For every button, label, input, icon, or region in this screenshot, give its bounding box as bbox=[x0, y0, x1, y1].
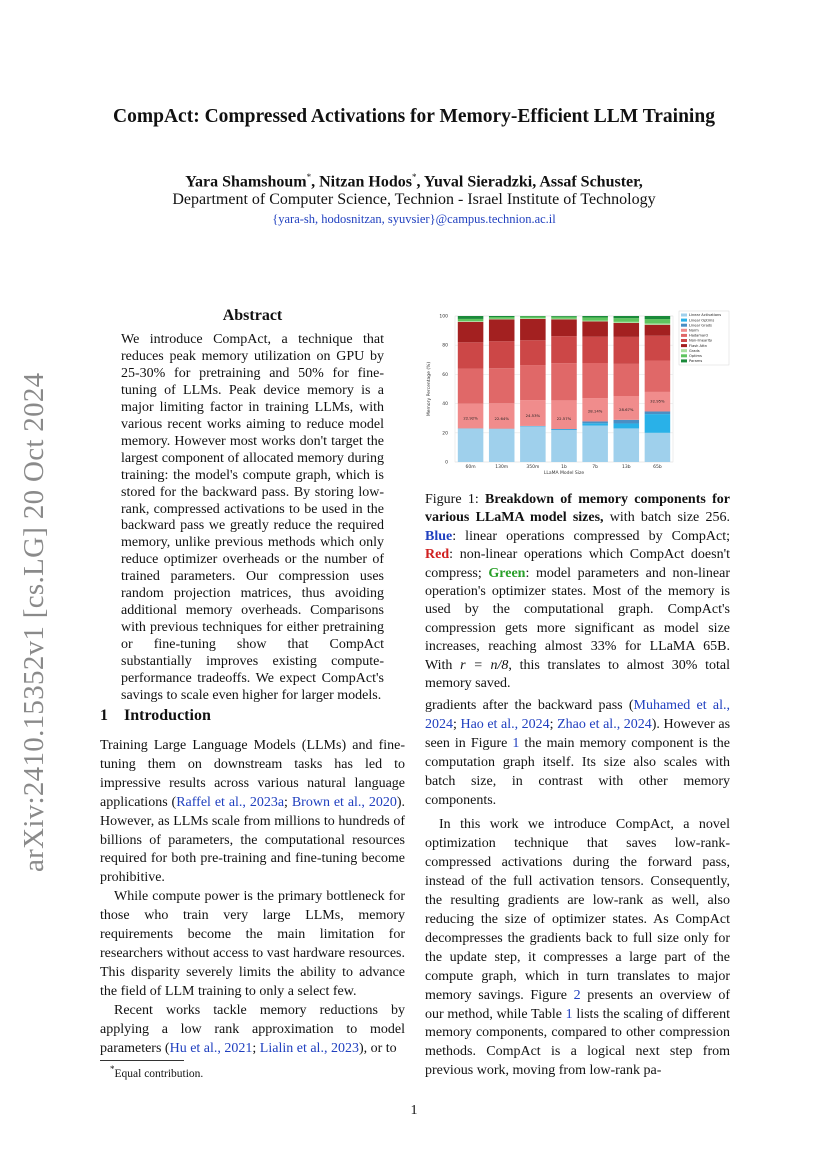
right-column-body bbox=[425, 697, 730, 1081]
bar-segment bbox=[645, 323, 671, 324]
bar-segment bbox=[520, 427, 546, 462]
text-run: gradients after the backward pass ( bbox=[425, 698, 634, 713]
legend-label: Linear Grads bbox=[689, 323, 712, 328]
bar-segment bbox=[458, 322, 484, 342]
bar-segment bbox=[582, 421, 608, 423]
legend-swatch bbox=[681, 339, 687, 342]
x-tick-label: 130m bbox=[495, 465, 509, 470]
citation-link[interactable]: Lialin et al., 2023 bbox=[259, 1040, 359, 1056]
citation-link[interactable]: Hao et al., 2024 bbox=[460, 716, 550, 732]
data-label: 28.67% bbox=[619, 407, 634, 413]
caption-label: Figure 1: bbox=[425, 492, 486, 507]
figure-ref-link[interactable]: 1 bbox=[512, 735, 520, 751]
text-run: Training Large Language Models (LLMs) and fine-tuning them on downstream tasks has led to impressive results across various natural language applications ( bbox=[100, 738, 405, 810]
legend-swatch bbox=[681, 349, 687, 352]
text-run: ; bbox=[252, 1040, 260, 1056]
bar-segment bbox=[458, 316, 484, 319]
footnote-text: Equal contribution. bbox=[114, 1067, 204, 1080]
legend-label: Non-linearity bbox=[689, 338, 713, 343]
x-tick-label: 350m bbox=[526, 465, 540, 470]
text-run: lists the scaling of different memory components, compared to other compression methods. CompAct is a logical next step from previous work, moving from low-rank pa- bbox=[425, 1006, 730, 1079]
bar-segment bbox=[489, 317, 515, 319]
bar-segment bbox=[645, 316, 671, 319]
bar-segment bbox=[489, 319, 515, 341]
legend-label: Hadamard bbox=[689, 333, 708, 338]
bar-segment bbox=[520, 340, 546, 365]
right-paragraph-2 bbox=[425, 816, 730, 1081]
abstract-text: We introduce CompAct, a technique that reduces peak memory utilization on GPU by 25-30% for pretraining and 50% for fine-tuning of LLMs. Peak device memory is a major limiting factor in training LLMs, with various recent works aiming to reduce model memory. However most works don't target the largest component of allocated memory during training: the model's compute graph, which is stored for the backward pass. By storing low-rank, compressed activations to be used in the backward pass we greatly reduce the required memory, unlike previous methods which only reduce optimizer overheads or the number of trained parameters. Our compression uses random projection matrices, thus avoiding additional memory overheads. Comparisons with previous techniques for either pretraining or fine-tuning show that CompAct substantially improves existing compute-performance tradeoffs. We expect CompAct's savings to scale even higher for larger models. bbox=[121, 332, 384, 704]
bar-segment bbox=[582, 316, 608, 317]
bar-segment bbox=[645, 319, 671, 323]
citation-link[interactable]: Zhao et al., 2024 bbox=[557, 716, 652, 732]
bar-segment bbox=[614, 337, 640, 364]
bar-segment bbox=[489, 429, 515, 462]
bar-segment bbox=[614, 318, 640, 322]
paper-title: CompAct: Compressed Activations for Memory-Efficient LLM Training bbox=[113, 106, 715, 127]
text-run: ). However as seen in Figure bbox=[425, 716, 731, 751]
citation-link[interactable]: Muhamed et al., 2024 bbox=[425, 698, 730, 732]
abstract-body bbox=[121, 332, 384, 705]
bar-segment bbox=[645, 411, 671, 414]
bar-segment bbox=[458, 429, 484, 462]
figure-caption bbox=[425, 491, 730, 693]
legend-label: Optims bbox=[689, 354, 702, 358]
text-run: ). However, as LLMs scale from millions to hundreds of billions of parameters, the computational resources required for both pre-training and fine-tuning become prohibitive. bbox=[100, 794, 405, 886]
legend-label: Grads bbox=[689, 348, 700, 353]
y-axis-label: Memory Percentage (%) bbox=[427, 361, 432, 417]
text-run: presents an overview of our method, while Table bbox=[425, 987, 730, 1022]
bar-segment bbox=[551, 336, 577, 363]
text-run: with batch size 256. bbox=[603, 510, 730, 526]
bar-segment bbox=[582, 426, 608, 463]
legend-swatch bbox=[681, 319, 687, 322]
bar-segment bbox=[551, 317, 577, 319]
bar-segment bbox=[520, 318, 546, 319]
bar-segment bbox=[582, 321, 608, 322]
text-run: : non-linear operations which CompAct doesn't compress; bbox=[425, 547, 730, 581]
x-tick-label: 65b bbox=[653, 465, 662, 470]
bar-segment bbox=[458, 319, 484, 321]
intro-paragraph-3 bbox=[100, 1002, 405, 1059]
bar-segment bbox=[520, 316, 546, 318]
y-tick-label: 80 bbox=[442, 343, 448, 349]
legend-swatch bbox=[681, 359, 687, 362]
bar-segment bbox=[489, 316, 515, 317]
intro-body bbox=[100, 737, 405, 1058]
author-1-mark: * bbox=[306, 172, 312, 182]
data-label: 32.95% bbox=[650, 398, 665, 404]
legend-label: Params bbox=[689, 359, 703, 364]
intro-paragraph-1 bbox=[100, 737, 405, 888]
data-label: 28.14% bbox=[587, 408, 603, 414]
right-paragraph-1 bbox=[425, 697, 730, 810]
bar-segment bbox=[489, 368, 515, 403]
citation-link[interactable]: Raffel et al., 2023a bbox=[176, 794, 285, 810]
caption-blue-word: Blue bbox=[425, 528, 453, 544]
caption-red-word: Red bbox=[425, 547, 450, 563]
bar-segment bbox=[551, 316, 577, 317]
author-2-mark: * bbox=[412, 172, 417, 182]
bar-segment bbox=[614, 420, 640, 424]
author-sep: , bbox=[311, 173, 320, 191]
bar-segment bbox=[614, 428, 640, 462]
y-tick-label: 60 bbox=[442, 372, 448, 378]
text-run: : linear operations compressed by CompAct; bbox=[452, 528, 730, 544]
legend-label: Linear Optims bbox=[689, 318, 715, 323]
affiliation: Department of Computer Science, Technion - Israel Institute of Technology bbox=[172, 191, 656, 208]
intro-paragraph-2: While compute power is the primary bottleneck for those who train very large LLMs, memory requirements become the main limitation for researchers without access to vast hardware resources. This disparity severely limits the ability to advance the field of LLM training to only a select few. bbox=[100, 889, 405, 999]
bar-segment bbox=[582, 321, 608, 336]
x-tick-label: 13b bbox=[621, 465, 631, 470]
legend-swatch bbox=[681, 324, 687, 327]
footnote-mark: * bbox=[110, 1064, 115, 1074]
bar-segment bbox=[645, 433, 671, 462]
text-run: ; bbox=[284, 794, 292, 810]
bar-segment bbox=[458, 369, 484, 404]
legend-swatch bbox=[681, 314, 687, 317]
section-number: 1 bbox=[100, 707, 108, 724]
caption-bold: Breakdown of memory components for various LLaMA model sizes, bbox=[425, 492, 730, 526]
bar-segment bbox=[582, 317, 608, 320]
y-tick-label: 40 bbox=[442, 402, 448, 408]
bar-segment bbox=[614, 323, 640, 337]
authors-rest: , Yuval Sieradzki, Assaf Schuster, bbox=[416, 173, 643, 191]
data-label: 22.92% bbox=[463, 415, 478, 421]
text-run: ; bbox=[453, 716, 461, 732]
footnote bbox=[110, 1064, 203, 1080]
footnote-rule bbox=[100, 1060, 184, 1061]
bar-segment bbox=[645, 325, 671, 336]
citation-link[interactable]: Brown et al., 2020 bbox=[291, 794, 397, 810]
legend-swatch bbox=[681, 329, 687, 332]
bar-segment bbox=[551, 319, 577, 336]
legend-swatch bbox=[681, 354, 687, 357]
bar-segment bbox=[551, 430, 577, 462]
legend-swatch bbox=[681, 344, 687, 347]
text-run: ), or to bbox=[358, 1040, 397, 1056]
bar-segment bbox=[645, 361, 671, 392]
citation-link[interactable]: Hu et al., 2021 bbox=[169, 1040, 253, 1056]
bar-segment bbox=[614, 423, 640, 428]
x-tick-label: 1b bbox=[561, 465, 567, 470]
abstract-heading: Abstract bbox=[222, 307, 283, 324]
bar-segment bbox=[520, 319, 546, 340]
caption-green-word: Green bbox=[488, 565, 526, 581]
bar-segment bbox=[551, 319, 577, 320]
figure-ref-link[interactable]: 2 bbox=[573, 987, 581, 1003]
text-run: : model parameters and non-linear operation's optimizer states. Most of the memory is used by the computational graph. CompAct's compression gets more significant as model size increases, reaching almost 33% for LLaMA 65B. With bbox=[425, 565, 730, 673]
bar-segment bbox=[582, 423, 608, 425]
bar-segment bbox=[614, 316, 640, 318]
bar-segment bbox=[551, 363, 577, 400]
author-2: Nitzan Hodos bbox=[319, 173, 412, 191]
author-1: Yara Shamshoum bbox=[185, 173, 307, 191]
y-tick-label: 100 bbox=[439, 314, 448, 320]
bar-segment bbox=[645, 414, 671, 433]
y-tick-label: 20 bbox=[442, 431, 448, 437]
page-number: 1 bbox=[410, 1103, 418, 1118]
x-axis-label: LLaMA Model Size bbox=[543, 471, 585, 476]
text-run: , this translates to almost 30% total memory saved. bbox=[425, 657, 730, 692]
author-list bbox=[0, 172, 828, 191]
bar-segment bbox=[551, 429, 577, 430]
figure-1-chart bbox=[425, 308, 730, 478]
author-emails[interactable]: {yara-sh, hodosnitzan, syuvsier}@campus.technion.ac.il bbox=[272, 212, 556, 226]
bar-segment bbox=[551, 400, 577, 429]
bar-segment bbox=[520, 365, 546, 400]
text-run: the main memory component is the computation graph itself. Its size also scales with batch size, in contrast with other memory components. bbox=[425, 735, 730, 808]
data-label: 24.53% bbox=[525, 413, 541, 419]
bar-segment bbox=[458, 321, 484, 322]
bar-segment bbox=[489, 319, 515, 320]
bar-segment bbox=[458, 342, 484, 368]
text-run: ; bbox=[549, 716, 558, 732]
arxiv-stamp: arXiv:2410.15352v1 [cs.LG] 20 Oct 2024 bbox=[18, 372, 50, 872]
bar-segment bbox=[645, 336, 671, 361]
legend-swatch bbox=[681, 334, 687, 337]
y-tick-label: 0 bbox=[445, 460, 448, 466]
bar-segment bbox=[614, 322, 640, 323]
bar-segment bbox=[614, 364, 640, 396]
x-tick-label: 7b bbox=[592, 465, 599, 470]
bar-segment bbox=[582, 337, 608, 363]
table-ref-link[interactable]: 1 bbox=[565, 1006, 573, 1022]
text-run: Recent works tackle memory reductions by applying a low rank approximation to model parameters ( bbox=[100, 1002, 405, 1056]
data-label: 22.64% bbox=[494, 415, 509, 421]
text-run: In this work we introduce CompAct, a novel optimization technique that saves low-rank-compressed activations during the forward pass, instead of the full activation tensors. Consequently, the resulting gradients are low-rank as well, also reducing the size of optimizer states. As CompAct decompresses the gradients back to full size only for the update step, it compresses a large part of the compute graph, which in turn translates to major memory savings. Figure bbox=[425, 817, 730, 1003]
bar-segment bbox=[489, 341, 515, 368]
x-tick-label: 60m bbox=[465, 465, 476, 470]
data-label: 22.57% bbox=[556, 416, 572, 422]
caption-math: r = n/8 bbox=[460, 657, 509, 673]
section-heading bbox=[100, 707, 211, 725]
legend-label: Norm bbox=[689, 328, 699, 333]
bar-segment bbox=[582, 363, 608, 398]
legend-label: Linear Activations bbox=[689, 313, 722, 318]
stacked-bar-chart bbox=[425, 308, 730, 478]
legend-label: Flash Attn bbox=[689, 343, 708, 348]
section-title: Introduction bbox=[124, 707, 211, 724]
